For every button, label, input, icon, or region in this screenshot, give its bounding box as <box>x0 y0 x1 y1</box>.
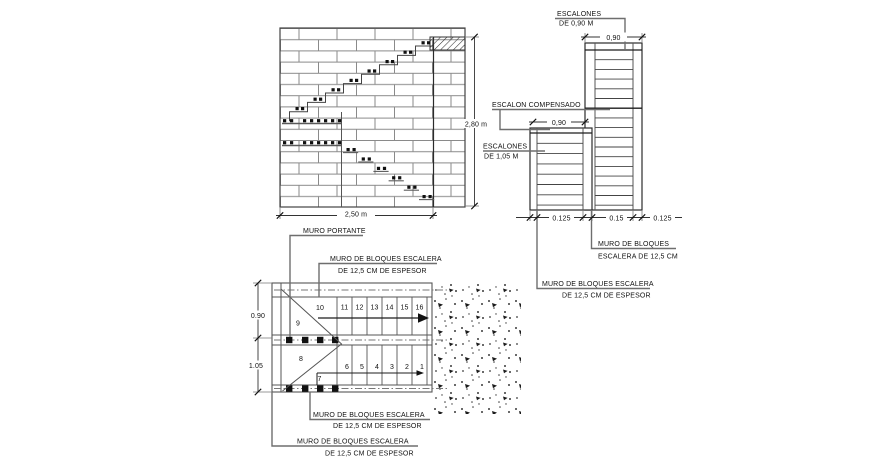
dim-090-mid-label: 0,90 <box>551 120 567 127</box>
step-number-8: 8 <box>298 356 304 363</box>
step-number-3: 3 <box>389 364 395 371</box>
step-number-9: 9 <box>295 320 301 328</box>
step-number-15: 15 <box>400 304 409 312</box>
height-dim-label: 2,80 m <box>464 121 488 129</box>
dim-0125-right-label: 0.125 <box>653 215 672 223</box>
muro-portante-label: MURO PORTANTE <box>303 228 366 235</box>
escalones-105-label-1: ESCALONES <box>483 143 528 151</box>
muro-bottom2-label-2: DE 12,5 CM DE ESPESOR <box>325 450 414 458</box>
muro-top-label-2: DE 12,5 CM DE ESPESOR <box>338 268 427 275</box>
muro-bottom1-label-2: DE 12,5 CM DE ESPESOR <box>333 423 422 430</box>
escalones-105-label-2: DE 1,05 M <box>484 153 519 161</box>
lintel-hatch <box>430 37 465 50</box>
dim-0125-left-label: 0.125 <box>552 215 571 223</box>
muro-bloques-label-2: ESCALERA DE 12,5 CM <box>598 253 678 261</box>
stair-section-view <box>483 11 682 300</box>
muro-top-label-1: MURO DE BLOQUES ESCALERA <box>330 256 442 263</box>
width-dim-label: 2,50 m <box>344 211 368 219</box>
step-number-5: 5 <box>359 364 365 371</box>
step-number-4: 4 <box>374 364 380 371</box>
step-number-14: 14 <box>385 304 394 312</box>
stair-plan-view <box>243 228 521 458</box>
escalon-compensado-leader-2 <box>500 110 550 130</box>
aggregate-fill-region <box>433 284 521 414</box>
escalon-compensado-label: ESCALON COMPENSADO <box>492 102 581 109</box>
step-number-2: 2 <box>404 364 410 371</box>
escalones-090-label-1: ESCALONES <box>557 11 602 18</box>
dim-015-label: 0.15 <box>609 215 624 223</box>
step-number-11: 11 <box>340 304 349 312</box>
muro-bloques-espesor-label-1: MURO DE BLOQUES ESCALERA <box>542 281 654 288</box>
muro-bloques-label-1: MURO DE BLOQUES <box>598 241 670 248</box>
step-number-7: 7 <box>317 376 322 383</box>
escalones-090-label-2: DE 0,90 M <box>559 20 594 28</box>
dim-090-top-label: 0,90 <box>606 35 621 42</box>
step-number-10: 10 <box>315 305 325 312</box>
block-wall-elevation <box>276 28 490 219</box>
step-number-12: 12 <box>355 304 364 312</box>
block-wall <box>280 28 465 207</box>
muro-bottom1-label-1: MURO DE BLOQUES ESCALERA <box>313 412 425 419</box>
muro-bottom2-label-1: MURO DE BLOQUES ESCALERA <box>297 438 409 446</box>
dim-090-plan-label: 0.90 <box>250 313 266 320</box>
step-number-13: 13 <box>370 304 379 312</box>
dim-105-plan-label: 1.05 <box>248 363 264 370</box>
step-number-1: 1 <box>419 364 425 371</box>
step-number-16: 16 <box>415 304 424 312</box>
step-number-6: 6 <box>344 364 350 371</box>
muro-bloques-espesor-label-2: DE 12,5 CM DE ESPESOR <box>562 292 651 300</box>
